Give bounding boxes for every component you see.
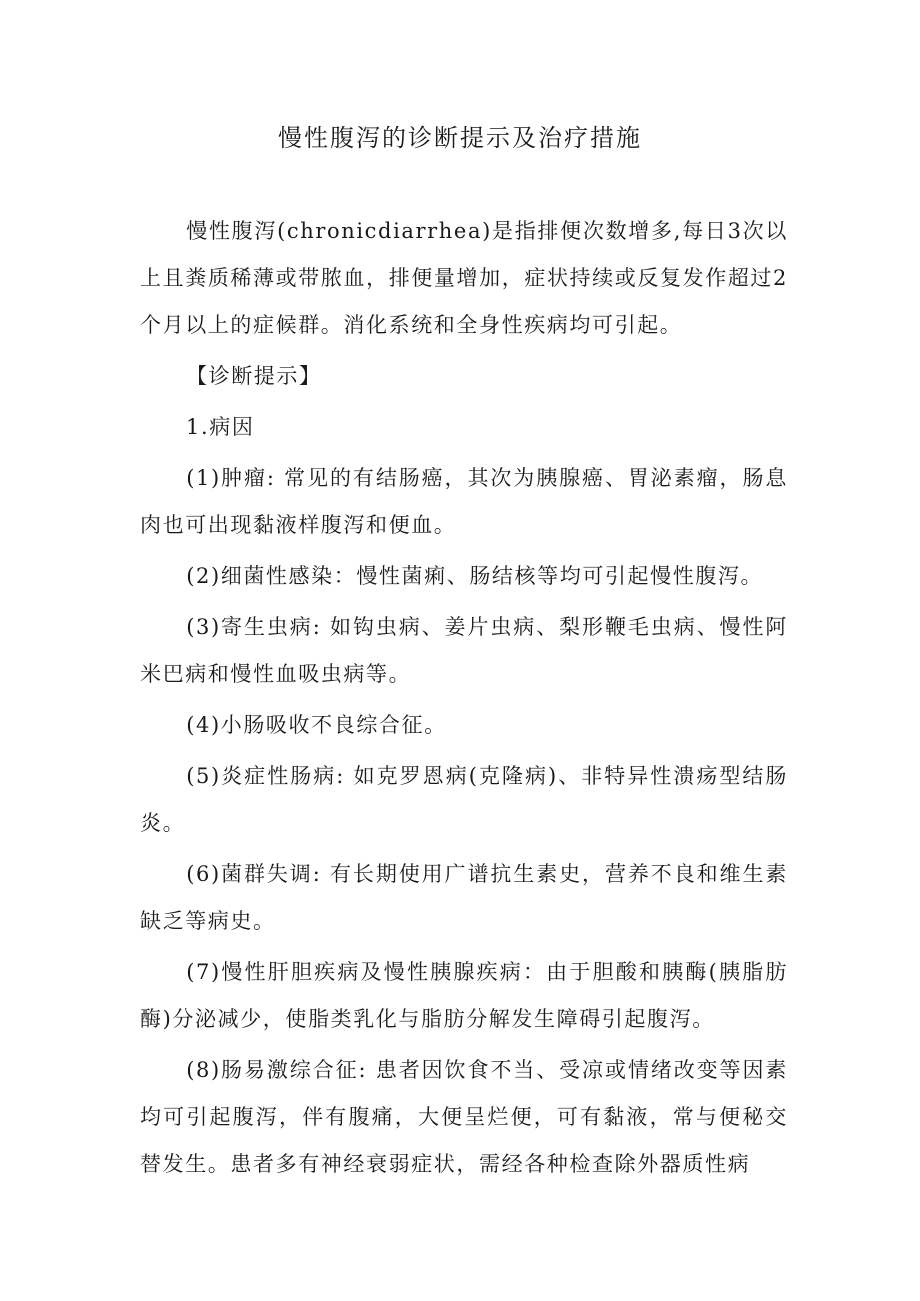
etiology-item-8: (8)肠易激综合征: 患者因饮食不当、受凉或情绪改变等因素均可引起腹泻，伴有腹痛，大便呈烂便，可有黏液，常与便秘交替发生。患者多有神经衰弱症状，需经各种检查除外器质性病 xyxy=(140,1058,788,1176)
section-heading-diagnosis: 【诊断提示】 xyxy=(186,364,322,388)
etiology-item-7: (7)慢性肝胆疾病及慢性胰腺疾病：由于胆酸和胰酶(胰脂肪酶)分泌减少，使脂类乳化与脂肪分解发生障碍引起腹泻。 xyxy=(140,960,788,1031)
etiology-item-4: (4)小肠吸收不良综合征。 xyxy=(186,713,447,737)
etiology-item-6: (6)菌群失调: 有长期使用广谱抗生素史，营养不良和维生素缺乏等病史。 xyxy=(140,862,788,933)
etiology-item-3: (3)寄生虫病: 如钩虫病、姜片虫病、梨形鞭毛虫病、慢性阿米巴病和慢性血吸虫病等。 xyxy=(140,615,788,686)
etiology-item-2: (2)细菌性感染：慢性菌痢、肠结核等均可引起慢性腹泻。 xyxy=(186,564,764,588)
etiology-item-5: (5)炎症性肠病: 如克罗恩病(克隆病)、非特异性溃疡型结肠炎。 xyxy=(140,764,788,835)
etiology-item-1: (1)肿瘤: 常见的有结肠癌，其次为胰腺癌、胃泌素瘤，肠息肉也可出现黏液样腹泻和便血。 xyxy=(140,466,788,537)
subheading-etiology: 1.病因 xyxy=(186,415,255,439)
document-body xyxy=(140,208,788,1188)
intro-paragraph: 慢性腹泻(chronicdiarrhea)是指排便次数增多,每日3次以上且粪质稀薄或带脓血，排便量增加，症状持续或反复发作超过2个月以上的症候群。消化系统和全身性疾病均可引起。 xyxy=(140,219,788,337)
document-title: 慢性腹泻的诊断提示及治疗措施 xyxy=(278,124,642,152)
